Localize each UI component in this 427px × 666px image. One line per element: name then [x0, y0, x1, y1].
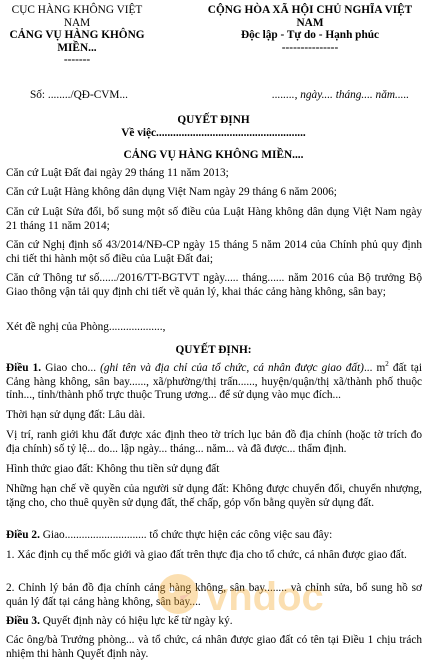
article-2-item-2: 2. Chỉnh lý bản đồ địa chính cảng hàng không, sân bay........ và chỉnh sửa, bổ sung hồ sơ quản lý đất tại cảng hàng không, sân bay.... — [6, 582, 422, 608]
article-3-text: Quyết định này có hiệu lực kể từ ngày ký. — [39, 615, 233, 627]
article-1-text-c: đất tại Cảng hàng không, sân bay......, xã/phường/thị trấn......, huyện/quận/thị xã/thành phố thuộc tỉnh..., tỉnh/thành phố trực thuộc Trung ương... để sử dụng vào mục đích... — [6, 362, 422, 402]
agency-header — [6, 4, 148, 67]
article-1-form: Hình thức giao đất: Không thu tiền sử dụng đất — [6, 463, 220, 475]
closing-paragraph: Các ông/bà Trưởng phòng... và tổ chức, cá nhân được giao đất có tên tại Điều 1 chịu trách nhiệm thi hành Quyết định này. — [6, 634, 422, 660]
document-number: Số: ......../QĐ-CVM... — [30, 89, 128, 101]
article-1-text-b: ... m — [363, 362, 386, 374]
article-1-sup: 2 — [385, 360, 389, 369]
article-2 — [6, 529, 422, 543]
mascot-chick-icon — [158, 574, 198, 614]
agency-parent: CỤC HÀNG KHÔNG VIỆT NAM — [11, 4, 143, 29]
vndoc-watermark-logo — [150, 560, 340, 624]
article-1-label: Điều 1. — [6, 362, 42, 374]
preamble-1: Căn cứ Luật Đất đai ngày 29 tháng 11 năm 2013; — [6, 167, 229, 179]
article-3-label: Điều 3. — [6, 615, 40, 627]
document-title: QUYẾT ĐỊNH — [177, 114, 250, 126]
article-2-text: Giao............................. tổ chức thực hiện các công việc sau đây: — [39, 529, 333, 541]
national-header — [196, 4, 424, 54]
preamble-3: Căn cứ Luật Sửa đổi, bổ sung một số điều của Luật Hàng không dân dụng Việt Nam ngày 21 tháng 11 năm 2014; — [6, 206, 422, 232]
national-motto: Độc lập - Tự do - Hạnh phúc — [240, 29, 380, 42]
article-1-restrictions: Những hạn chế về quyền của người sử dụng đất: Không được chuyển đổi, chuyển nhượng, tặng cho, cho thuê quyền sử dụng đất, thế chấp, góp vốn bằng quyền sử dụng đất. — [6, 483, 422, 509]
decide-heading: QUYẾT ĐỊNH: — [175, 344, 252, 356]
agency-name: CẢNG VỤ HÀNG KHÔNG MIỀN... — [9, 29, 145, 54]
article-1-term: Thời hạn sử dụng đất: Lâu dài. — [6, 409, 146, 421]
article-2-label: Điều 2. — [6, 529, 40, 541]
national-separator: --------------- — [281, 41, 339, 54]
issuing-authority: CẢNG VỤ HÀNG KHÔNG MIỀN.... — [123, 149, 304, 161]
preamble-4: Căn cứ Nghị định số 43/2014/NĐ-CP ngày 15 tháng 5 năm 2014 của Chính phủ quy định chi tiết thi hành một số điều của Luật Đất đai; — [6, 239, 422, 265]
preamble-5: Căn cứ Thông tư số....../2016/TT-BGTVT ngày..... tháng...... năm 2016 của Bộ trưởng Bộ Giao thông vận tải quy định chi tiết về quản lý, khai thác cảng hàng không, sân bay; — [6, 272, 422, 298]
article-1-italic: (ghi tên và địa chỉ của tổ chức, cá nhân được giao đất) — [100, 362, 364, 374]
national-title: CỘNG HÒA XÃ HỘI CHỦ NGHĨA VIỆT NAM — [207, 4, 413, 29]
preamble-2: Căn cứ Luật Hàng không dân dụng Việt Nam ngày 29 tháng 6 năm 2006; — [6, 186, 337, 198]
article-1-location: Vị trí, ranh giới khu đất được xác định theo tờ trích lục bản đồ địa chính (hoặc tờ trích đo địa chính) số tỷ lệ... do... lập ngày... tháng... năm... và đã được... thẩm định. — [6, 429, 422, 455]
article-1 — [6, 362, 422, 403]
document-subject: Về việc..................................................... — [121, 127, 306, 139]
agency-separator: ------- — [63, 54, 91, 67]
document-date: ........, ngày.... tháng.... năm..... — [272, 89, 410, 101]
article-1-text-a: Giao cho... — [41, 362, 101, 374]
watermark-text: vndoc — [206, 575, 324, 619]
preamble-6: Xét đề nghị của Phòng..................., — [6, 321, 166, 333]
article-2-item-1: 1. Xác định cụ thể mốc giới và giao đất trên thực địa cho tổ chức, cá nhân được giao đất. — [6, 549, 407, 561]
